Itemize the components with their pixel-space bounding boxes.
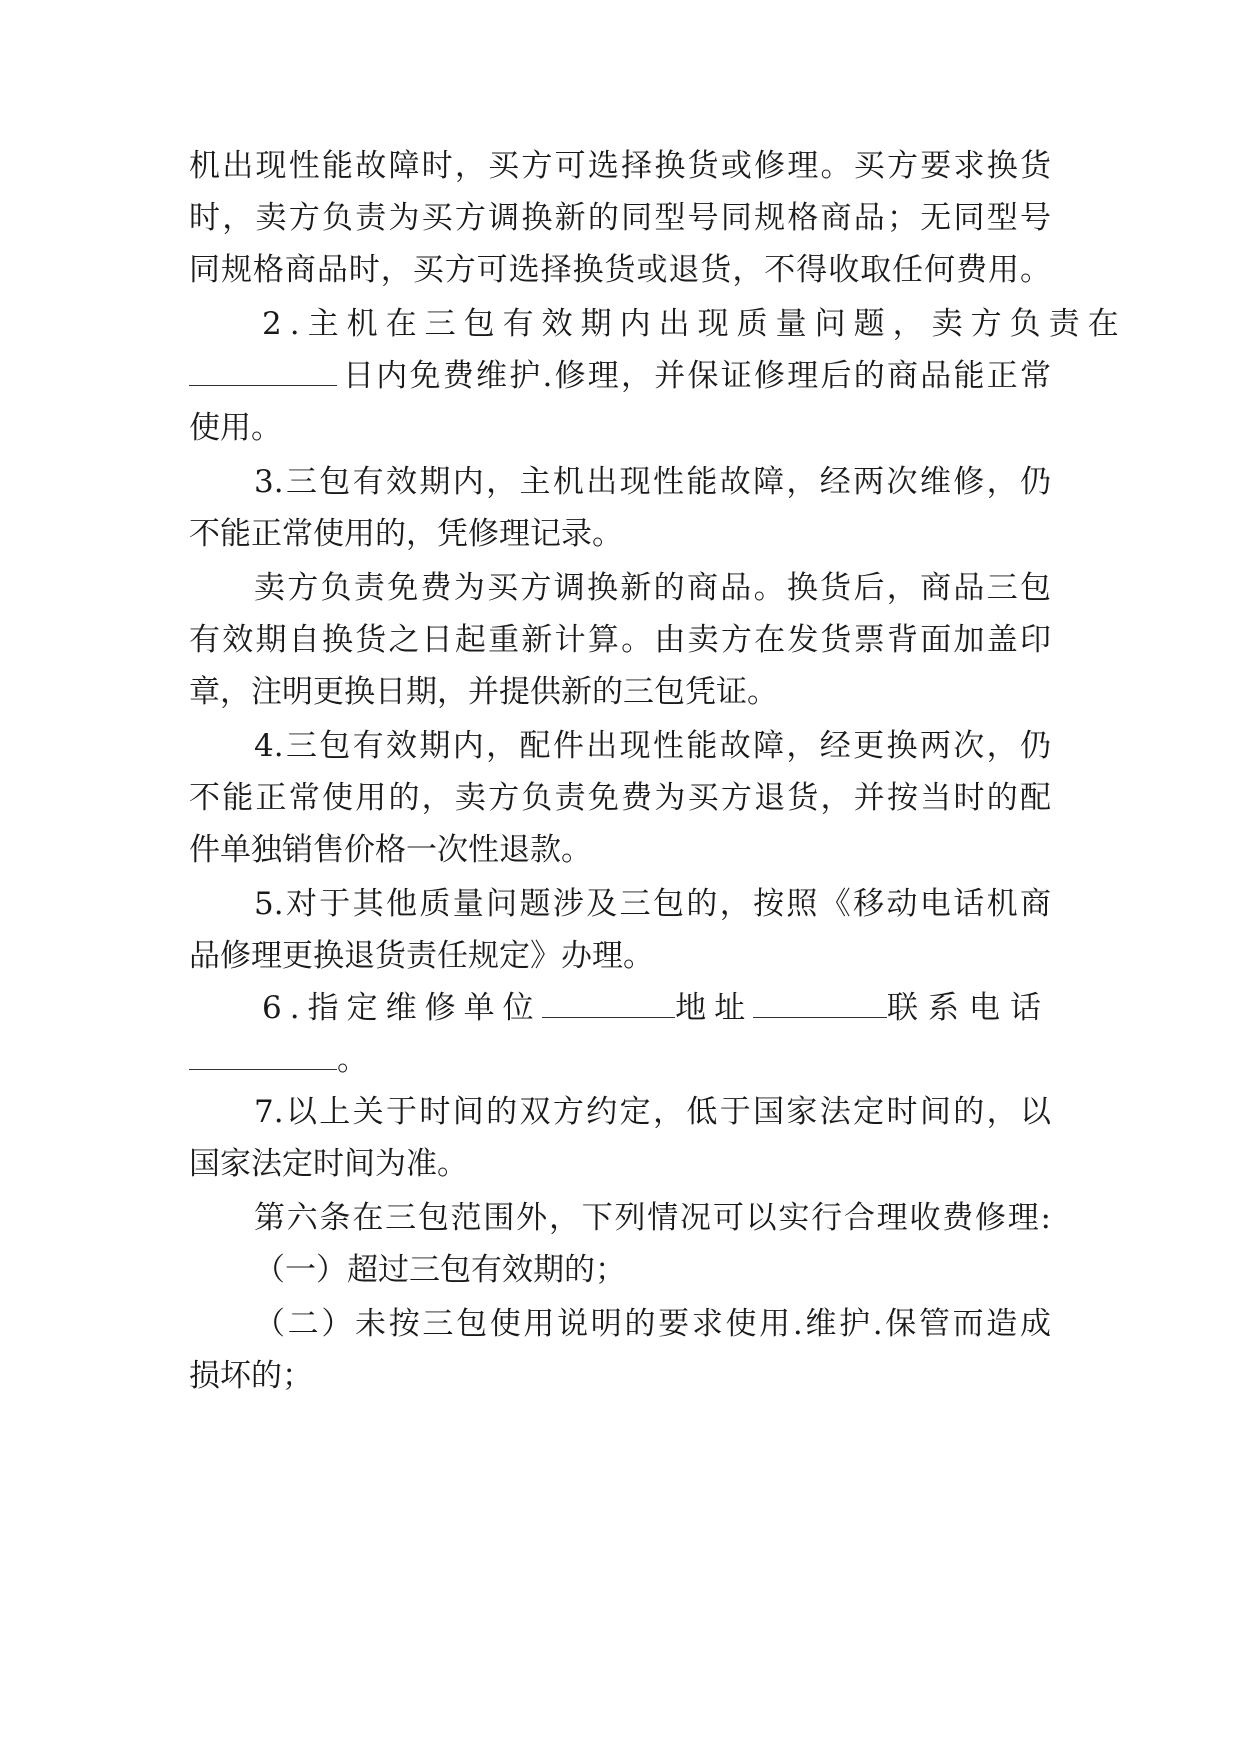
list-item: （一）超过三包有效期的； — [254, 1252, 626, 1288]
clause-6-line — [262, 980, 1051, 1036]
text-line: 有效期自换货之日起重新计算。由卖方在发货票背面加盖印 — [189, 622, 1051, 658]
text-line: 损坏的； — [189, 1358, 313, 1394]
article-6-heading: 第六条在三包范围外，下列情况可以实行合理收费修理: — [254, 1200, 1051, 1236]
clause-4-line: 4.三包有效期内，配件出现性能故障，经更换两次，仍 — [254, 728, 1051, 764]
clause-2-blank-line — [189, 348, 1051, 404]
text-fragment: 。 — [337, 1042, 368, 1078]
text-fragment: 日内免费维护.修理，并保证修理后的商品能正常 — [343, 358, 1051, 394]
text-line: 件单独销售价格一次性退款。 — [189, 832, 592, 868]
text-line: 不能正常使用的，卖方负责免费为买方退货，并按当时的配 — [189, 780, 1051, 816]
fill-in-blank[interactable] — [542, 985, 676, 1018]
fill-in-blank[interactable] — [753, 985, 887, 1018]
list-item: （二）未按三包使用说明的要求使用.维护.保管而造成 — [254, 1306, 1051, 1342]
fill-in-blank[interactable] — [189, 1037, 337, 1070]
text-line: 卖方负责免费为买方调换新的商品。换货后，商品三包 — [254, 570, 1051, 606]
clause-2-line: 2.主机在三包有效期内出现质量问题，卖方负责在 — [262, 306, 1127, 342]
text-fragment: 6.指定维修单位 — [262, 990, 542, 1026]
text-line: 使用。 — [189, 410, 282, 446]
fill-in-blank[interactable] — [189, 353, 337, 386]
text-fragment: 联系电话 — [886, 990, 1051, 1026]
text-line: 章，注明更换日期，并提供新的三包凭证。 — [189, 674, 778, 710]
text-line: 机出现性能故障时，买方可选择换货或修理。买方要求换货 — [189, 148, 1051, 184]
text-line: 同规格商品时，买方可选择换货或退货，不得收取任何费用。 — [189, 252, 1051, 288]
clause-7-line: 7.以上关于时间的双方约定，低于国家法定时间的，以 — [254, 1094, 1051, 1130]
clause-5-line: 5.对于其他质量问题涉及三包的，按照《移动电话机商 — [254, 886, 1051, 922]
text-line: 国家法定时间为准。 — [189, 1146, 468, 1182]
text-line: 不能正常使用的，凭修理记录。 — [189, 516, 623, 552]
text-fragment: 地址 — [675, 990, 754, 1026]
clause-6-blank-line — [189, 1032, 1051, 1088]
text-line: 品修理更换退货责任规定》办理。 — [189, 938, 654, 974]
text-line: 时，卖方负责为买方调换新的同型号同规格商品；无同型号 — [189, 200, 1051, 236]
clause-3-line: 3.三包有效期内，主机出现性能故障，经两次维修，仍 — [254, 464, 1051, 500]
